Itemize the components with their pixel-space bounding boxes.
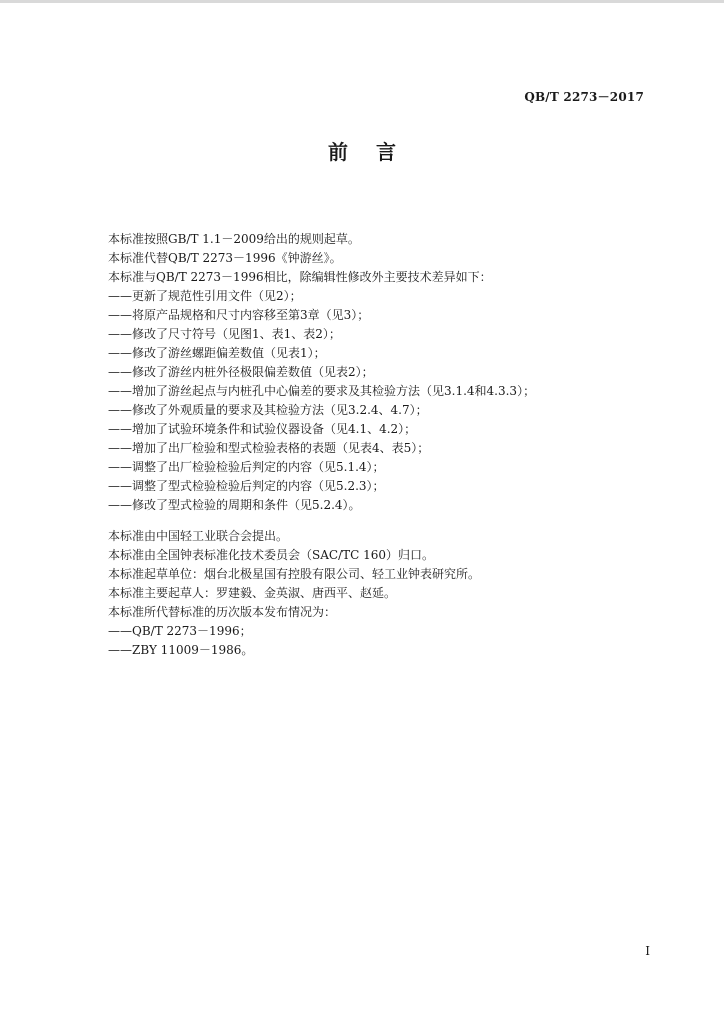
scan-top-edge [0, 0, 724, 3]
list-item: ——更新了规范性引用文件（见2）； [108, 289, 302, 303]
list-item: ——将原产品规格和尺寸内容移至第3章（见3）； [108, 308, 370, 322]
paragraph: 本标准所代替标准的历次版本发布情况为： [108, 605, 337, 619]
paragraph: 本标准按照GB/T 1.1－2009给出的规则起草。 [108, 232, 360, 246]
document-code: QB/T 2273－2017 [524, 90, 644, 104]
list-item: ——QB/T 2273－1996； [108, 624, 252, 638]
list-item: ——修改了外观质量的要求及其检验方法（见3.2.4、4.7）； [108, 403, 428, 417]
intro-section [108, 230, 648, 287]
changes-list [108, 287, 648, 515]
list-item: ——增加了试验环境条件和试验仪器设备（见4.1、4.2）； [108, 422, 417, 436]
paragraph: 本标准与QB/T 2273－1996相比，除编辑性修改外主要技术差异如下： [108, 270, 492, 284]
list-item: ——ZBY 11009－1986。 [108, 643, 254, 657]
list-item: ——修改了游丝螺距偏差数值（见表1）； [108, 346, 326, 360]
list-item: ——调整了出厂检验检验后判定的内容（见5.1.4）； [108, 460, 385, 474]
list-item: ——调整了型式检验检验后判定的内容（见5.2.3）； [108, 479, 385, 493]
paragraph: 本标准由全国钟表标准化技术委员会（SAC/TC 160）归口。 [108, 548, 435, 562]
paragraph: 本标准起草单位：烟台北极星国有控股有限公司、轻工业钟表研究所。 [108, 567, 481, 581]
paragraph: 本标准由中国轻工业联合会提出。 [108, 529, 289, 543]
list-item: ——修改了游丝内桩外径极限偏差数值（见表2）； [108, 365, 374, 379]
document-body [108, 230, 648, 660]
list-item: ——增加了游丝起点与内桩孔中心偏差的要求及其检验方法（见3.1.4和4.3.3）； [108, 384, 536, 398]
paragraph: 本标准代替QB/T 2273－1996《钟游丝》。 [108, 251, 342, 265]
page-number: I [645, 944, 650, 958]
list-item: ——修改了型式检验的周期和条件（见5.2.4）。 [108, 498, 361, 512]
page-title: 前言 [328, 140, 424, 164]
paragraph-gap [108, 515, 648, 527]
closing-section [108, 527, 648, 660]
list-item: ——修改了尺寸符号（见图1、表1、表2）； [108, 327, 341, 341]
list-item: ——增加了出厂检验和型式检验表格的表题（见表4、表5）； [108, 441, 430, 455]
paragraph: 本标准主要起草人：罗建毅、金英淑、唐西平、赵延。 [108, 586, 397, 600]
